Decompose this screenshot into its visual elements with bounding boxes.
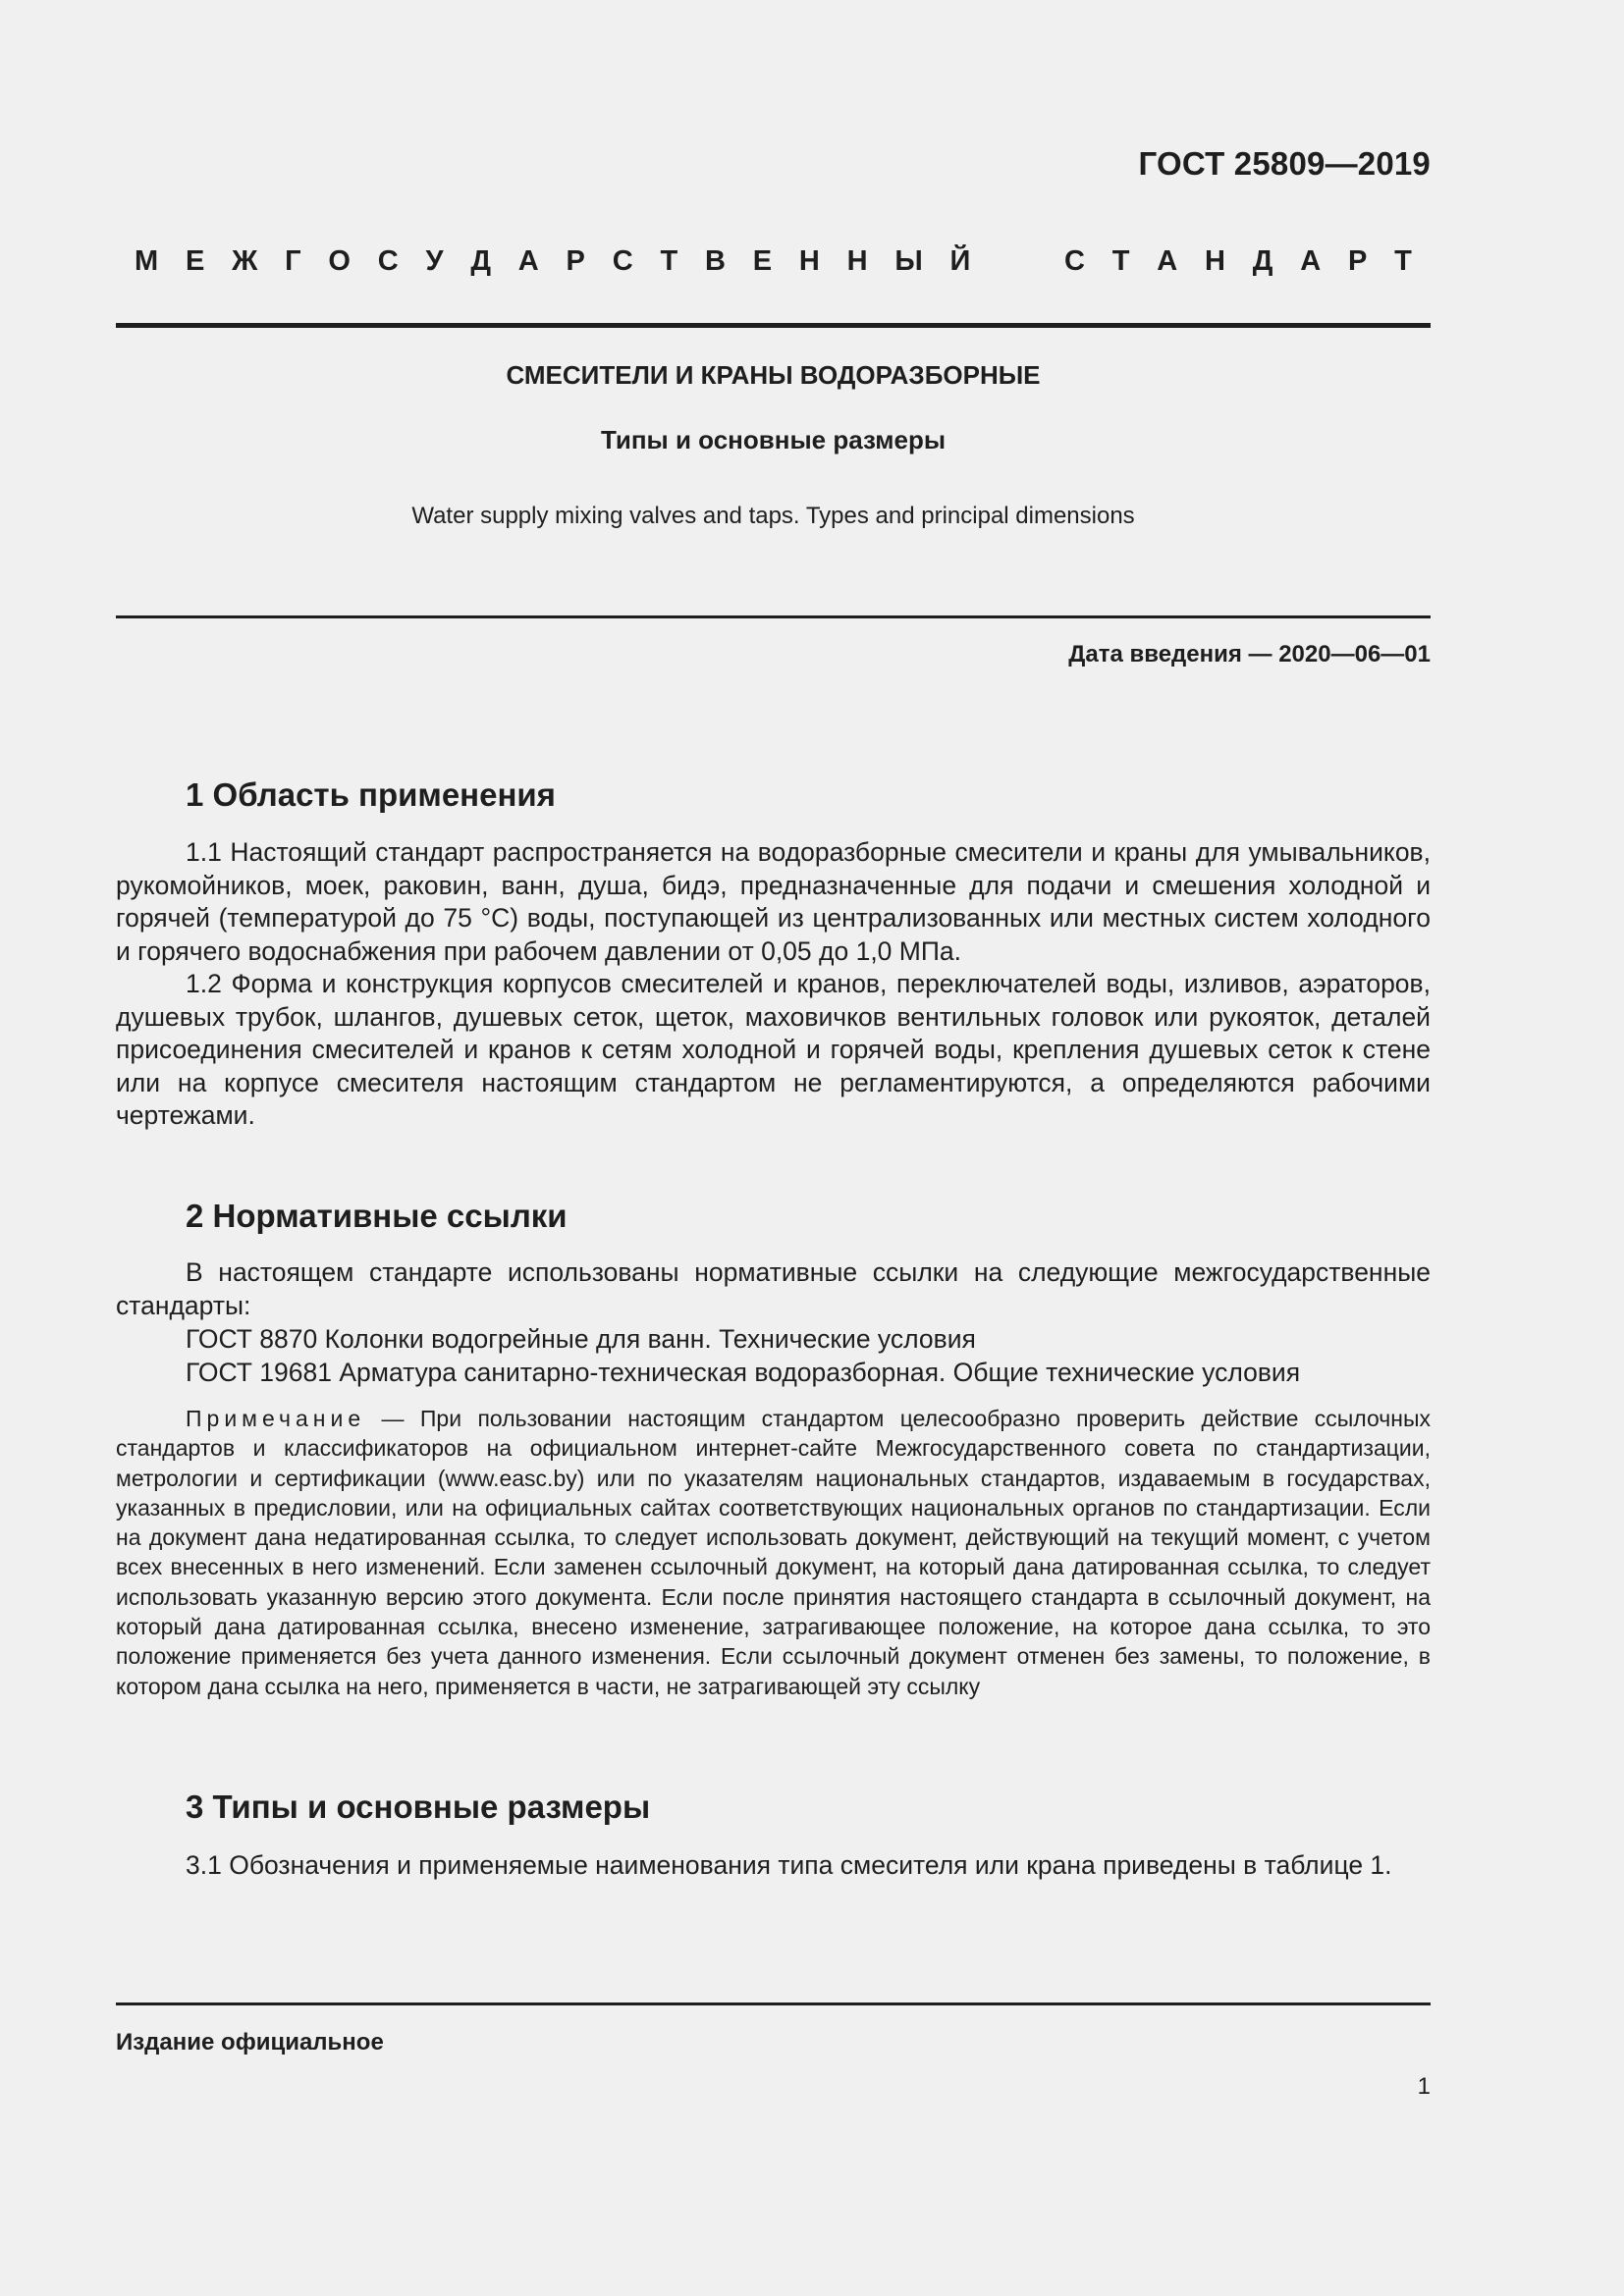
section-2-heading: 2 Нормативные ссылки [186,1198,568,1234]
paragraph-2-intro: В настоящем стандарте использованы нормативные ссылки на следующие межгосударственные стандарты: [116,1257,1431,1320]
introduction-date: Дата введения — 2020—06—01 [1068,641,1431,667]
header-letter: С [612,245,633,277]
header-letter: А [1300,245,1322,277]
header-letter: Й [949,245,971,277]
header-letter: Н [846,245,868,277]
header-letter: Т [1111,245,1130,277]
header-letter: М [135,245,159,277]
header-letter: В [704,245,726,277]
note-label: Примечание [186,1406,366,1431]
header-letter: Е [752,245,773,277]
header-letter: Е [185,245,205,277]
section-1-body [116,836,1431,1133]
reference-item: ГОСТ 19681 Арматура санитарно-техническая водоразборная. Общие технические условия [186,1358,1301,1387]
header-letter: Ж [232,245,258,277]
header-letter: А [517,245,539,277]
header-word-gap [998,245,1037,278]
header-letter: О [328,245,351,277]
footer-divider [116,2002,1431,2005]
title-divider [116,615,1431,618]
header-letter: Г [285,245,301,277]
paragraph-3-1: 3.1 Обозначения и применяемые наименования типа смесителя или крана приведены в таблице 1. [186,1850,1392,1880]
header-letter: А [1157,245,1178,277]
header-divider [116,323,1431,328]
section-2-body [116,1256,1431,1389]
note-text: — При пользовании настоящим стандартом целесообразно проверить действие ссылочных стандартов и классификаторов на официальном интернет-сайте Межгосударственного совета по стандартизации, метрологии и сертификации (www.easc.by) или по указателям национальных стандартов, издаваемым в государствах, указанных в предисловии, или на официальных сайтах соответствующих национальных органов по стандартизации. Если на документ дана недатированная ссылка, то следует использовать документ, действующий на текущий момент, с учетом всех внесенных в него изменений. Если заменен ссылочный документ, на который дана датированная ссылка, то следует использовать указанную версию этого документа. Если после принятия настоящего стандарта в ссылочный документ, на который дана датированная ссылка, внесено изменение, затрагивающее положение, на которое дана ссылка, то это положение применяется без учета данного изменения. Если ссылочный документ отменен без замены, то положение, в котором дана ссылка на него, применяется в части, не затрагивающей эту ссылку [116,1406,1431,1699]
header-letter: Р [1347,245,1368,277]
header-letter: С [1063,245,1085,277]
document-subtitle: Типы и основные размеры [600,425,947,454]
header-letter: Т [1394,245,1412,277]
header-letter: Р [566,245,585,277]
header-letter: Н [798,245,820,277]
edition-label: Издание официальное [116,2029,384,2056]
document-title: СМЕСИТЕЛИ И КРАНЫ ВОДОРАЗБОРНЫЕ [506,360,1041,390]
document-title-english: Water supply mixing valves and taps. Types and principal dimensions [411,503,1135,529]
header-letter: Д [470,245,491,277]
section-3-body [116,1849,1431,1883]
paragraph-1-1: 1.1 Настоящий стандарт распространяется на водоразборные смесители и краны для умывальников, рукомойников, моек, раковин, ванн, душа, бидэ, предназначенные для подачи и смешения холодной и горячей (температурой до 75 °С) воды, поступающей из централизованных или местных систем холодного и горячего водоснабжения при рабочем давлении от 0,05 до 1,0 МПа. [116,837,1431,966]
document-number: ГОСТ 25809—2019 [1138,145,1431,182]
header-letter: Т [660,245,678,277]
section-3-heading: 3 Типы и основные размеры [186,1789,651,1825]
header-letter: Ы [894,245,923,277]
section-1-heading: 1 Область применения [186,776,556,813]
paragraph-1-2: 1.2 Форма и конструкция корпусов смесителей и кранов, переключателей воды, изливов, аэраторов, душевых трубок, шлангов, душевых сеток, щеток, маховичков вентильных головок или рукояток, деталей присоединения смесителей и кранов к сетям холодной и горячей воды, крепления душевых сеток к стене или на корпусе смесителя настоящим стандартом не регламентируются, а определяются рабочими чертежами. [116,969,1431,1130]
reference-item: ГОСТ 8870 Колонки водогрейные для ванн. Технические условия [186,1324,976,1354]
standard-type-header [135,245,1412,278]
section-2-note [116,1404,1431,1701]
header-letter: С [377,245,399,277]
header-letter: Н [1205,245,1225,277]
header-letter: У [425,245,444,277]
note-paragraph [116,1404,1431,1701]
page-number: 1 [1417,2073,1431,2100]
header-letter: Д [1252,245,1273,277]
